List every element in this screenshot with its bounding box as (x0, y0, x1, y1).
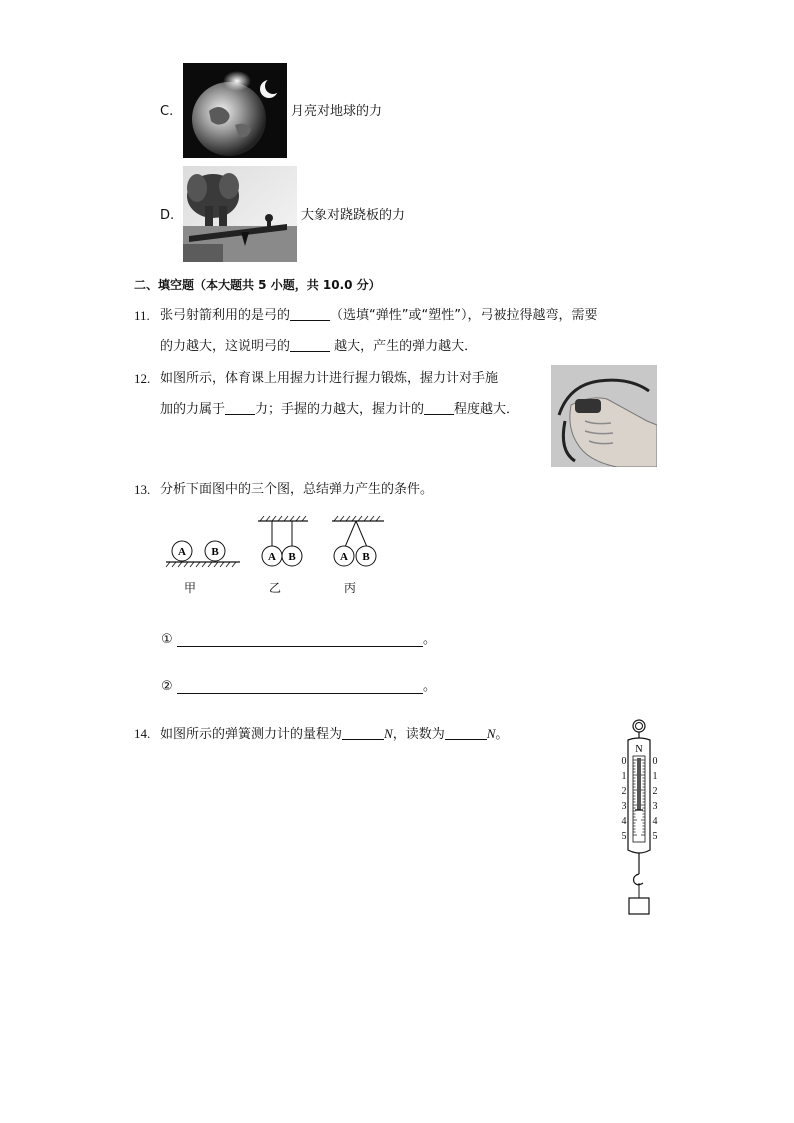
svg-text:3: 3 (621, 801, 627, 812)
q11-number: 11. (134, 308, 150, 323)
q13-text: 分析下面图中的三个图，总结弹力产生的条件。 (160, 482, 434, 497)
q14-number: 14. (134, 726, 151, 741)
svg-text:4: 4 (652, 816, 658, 827)
q13-answer-1-line[interactable] (177, 645, 423, 647)
option-d-text: 大象对跷跷板的力 (301, 208, 406, 223)
option-c-text: 月亮对地球的力 (291, 104, 383, 119)
q12-text-b: 力；手握的力越大，握力计的 (255, 402, 425, 417)
q13-answer-2-marker: ② (161, 679, 173, 694)
q11-text-d: 越大，产生的弹力越大． (334, 339, 478, 354)
q11-text-b: （选填“弹性”或“塑性”），弓被拉得越弯，需要 (330, 308, 598, 323)
q14-text-c: 。 (495, 727, 509, 742)
svg-text:0: 0 (652, 756, 658, 767)
yi-ball-a-label: A (268, 551, 276, 563)
figure-bing (332, 516, 384, 566)
q11-text-c: 的力越大，这说明弓的 (160, 339, 291, 354)
bing-ball-a-label: A (340, 551, 348, 563)
svg-text:0: 0 (621, 756, 627, 767)
q14-text-b: ，读数为 (392, 727, 445, 742)
jia-ball-a-label: A (178, 546, 186, 558)
q12-number: 12. (134, 371, 151, 386)
q11-line2 (160, 337, 477, 357)
yi-ball-b-label: B (288, 551, 296, 563)
bing-ball-b-label: B (362, 551, 370, 563)
option-d-letter: D. (160, 208, 175, 223)
q11-line1 (160, 306, 597, 326)
q12-text-c: 程度越大． (454, 402, 520, 417)
scale-unit-label: N (635, 744, 643, 755)
svg-text:5: 5 (652, 831, 658, 842)
svg-text:1: 1 (652, 771, 658, 782)
q13-number: 13. (134, 482, 151, 497)
figure-yi (258, 516, 308, 566)
q11-blank-1[interactable] (290, 306, 330, 321)
elephant-seesaw-image (183, 166, 297, 262)
section-title: 二、填空题（本大题共 5 小题，共 10.0 分） (134, 278, 381, 292)
figure-jia (166, 541, 240, 567)
q13-answer-2-line[interactable] (177, 692, 423, 694)
fig-label-jia: 甲 (184, 581, 197, 595)
fig-label-yi: 乙 (269, 581, 282, 595)
svg-text:3: 3 (652, 801, 658, 812)
svg-text:4: 4 (621, 816, 627, 827)
q12-blank-1[interactable] (225, 400, 255, 415)
earth-moon-image (183, 63, 287, 158)
q12-blank-2[interactable] (424, 400, 454, 415)
option-c-letter: C. (160, 104, 174, 119)
jia-ball-b-label: B (211, 546, 219, 558)
q14-text-a: 如图所示的弹簧测力计的量程为 (160, 727, 343, 742)
q12-line1: 如图所示，体育课上用握力计进行握力锻炼，握力计对手施 (160, 371, 499, 386)
q11-text-a: 张弓射箭利用的是弓的 (160, 308, 291, 323)
hand-grip-image (551, 365, 657, 467)
q14-blank-reading[interactable] (445, 725, 487, 740)
svg-text:2: 2 (652, 786, 658, 797)
q13-answer-1-end: 。 (423, 632, 437, 647)
svg-text:1: 1 (621, 771, 627, 782)
q13-answer-1-marker: ① (161, 632, 173, 647)
q11-blank-2[interactable] (290, 337, 330, 352)
svg-text:5: 5 (621, 831, 627, 842)
q14-blank-range[interactable] (342, 725, 384, 740)
q12-line2 (160, 400, 519, 420)
q13-answer-2-end: 。 (423, 679, 437, 694)
q14-unit-1: N (384, 726, 393, 741)
q14-unit-2: N (486, 726, 496, 741)
svg-text:2: 2 (621, 786, 627, 797)
fig-label-bing: 丙 (344, 581, 357, 595)
q12-text-a: 加的力属于 (160, 402, 226, 417)
spring-scale-diagram (614, 716, 666, 918)
q14-text (160, 724, 508, 745)
